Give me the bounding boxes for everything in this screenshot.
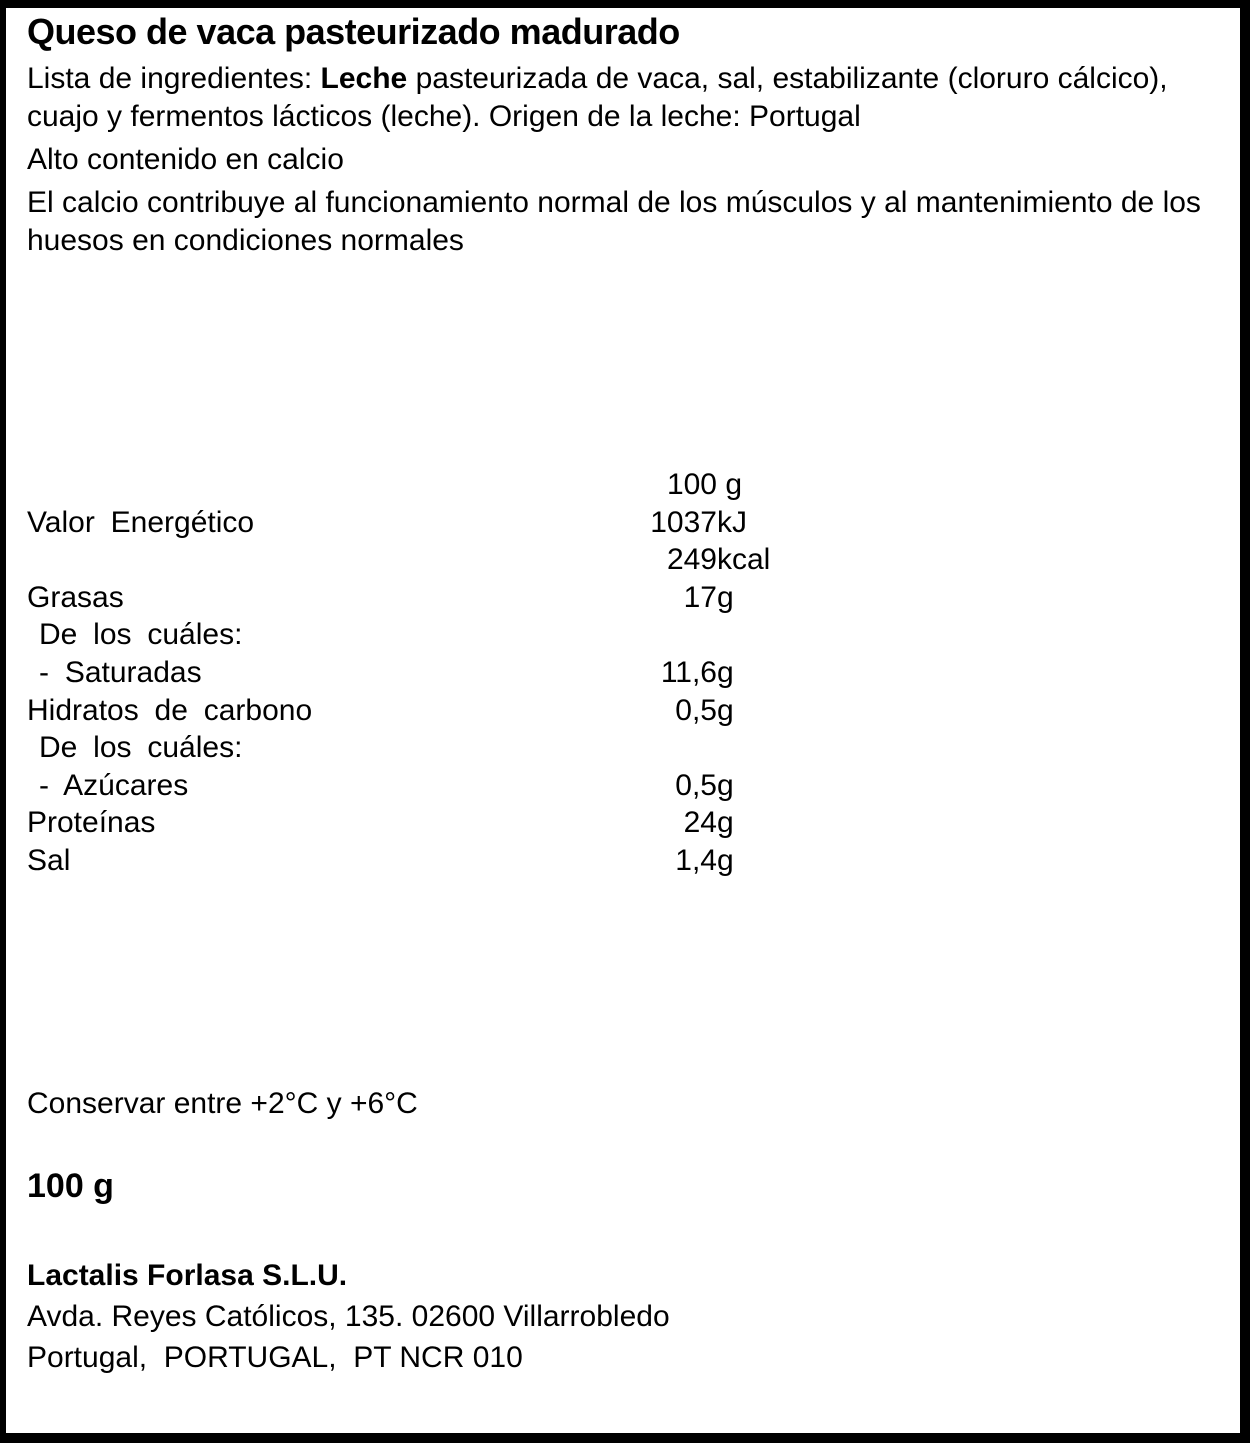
ingredients-paragraph bbox=[27, 60, 1217, 136]
nutrient-label: Hidratos de carbono bbox=[27, 693, 313, 727]
ingredients-rest: pasteurizada de vaca, sal, estabilizante (cloruro cálcico), cuajo y fermentos lácticos (leche). Origen de la leche: Portugal bbox=[27, 62, 1168, 133]
nutrition-row bbox=[27, 692, 1217, 730]
manufacturer-country-line: Portugal, PORTUGAL, PT NCR 010 bbox=[27, 1341, 523, 1374]
nutrient-amount: 1,4 bbox=[675, 843, 717, 877]
nutrient-amount: 0,5 bbox=[675, 768, 717, 802]
nutrient-unit: g bbox=[717, 693, 734, 727]
nutrient-amount: 100 bbox=[666, 468, 717, 501]
nutrient-label: Proteínas bbox=[27, 806, 156, 840]
nutrition-row bbox=[27, 767, 1217, 805]
nutrition-row bbox=[27, 654, 1217, 692]
intro-section bbox=[27, 60, 1217, 260]
nutrition-row bbox=[27, 616, 1217, 654]
nutrition-row bbox=[27, 729, 1217, 767]
nutrition-row bbox=[27, 579, 1217, 617]
product-title: Queso de vaca pasteurizado madurado bbox=[27, 11, 680, 52]
storage-instructions: Conservar entre +2°C y +6°C bbox=[27, 1087, 418, 1120]
calcium-claim: Alto contenido en calcio bbox=[27, 143, 344, 176]
nutrient-label: - Azúcares bbox=[39, 768, 189, 802]
calcium-claim-detail: El calcio contribuye al funcionamiento normal de los músculos y al mantenimiento de los huesos en condiciones normales bbox=[27, 186, 1201, 257]
manufacturer-block bbox=[27, 1255, 670, 1378]
nutrient-unit: kJ bbox=[717, 505, 747, 539]
manufacturer-address: Avda. Reyes Católicos, 135. 02600 Villarrobledo bbox=[27, 1300, 670, 1333]
net-weight: 100 g bbox=[27, 1167, 114, 1205]
nutrient-unit: g bbox=[717, 468, 743, 501]
nutrient-label: - Saturadas bbox=[39, 655, 202, 689]
nutrition-row bbox=[27, 466, 1217, 504]
nutrition-table bbox=[27, 466, 1217, 880]
nutrient-label: Grasas bbox=[27, 580, 124, 614]
nutrient-amount: 1037 bbox=[650, 505, 717, 539]
nutrition-row bbox=[27, 541, 1217, 579]
ingredients-bold-word: Leche bbox=[320, 62, 408, 95]
nutrition-row bbox=[27, 842, 1217, 880]
nutrient-unit: g bbox=[717, 768, 734, 802]
nutrition-row bbox=[27, 504, 1217, 542]
nutrient-unit: g bbox=[717, 806, 734, 840]
manufacturer-name: Lactalis Forlasa S.L.U. bbox=[27, 1259, 348, 1292]
nutrient-label: Valor Energético bbox=[27, 505, 255, 539]
nutrient-unit: g bbox=[717, 655, 734, 689]
nutrient-amount: 249 bbox=[666, 543, 717, 577]
nutrient-amount: 11,6 bbox=[660, 655, 717, 689]
nutrient-unit: kcal bbox=[717, 543, 771, 577]
nutrient-label: De los cuáles: bbox=[39, 618, 243, 652]
nutrient-label: Sal bbox=[27, 843, 71, 877]
nutrient-label: De los cuáles: bbox=[39, 731, 243, 765]
nutrient-amount: 17 bbox=[683, 580, 717, 614]
nutrient-unit: g bbox=[717, 580, 734, 614]
nutrient-amount: 24 bbox=[683, 806, 717, 840]
nutrient-unit: g bbox=[717, 843, 734, 877]
nutrient-amount: 0,5 bbox=[675, 693, 717, 727]
ingredients-prefix: Lista de ingredientes: bbox=[27, 62, 321, 95]
nutrition-row bbox=[27, 804, 1217, 842]
